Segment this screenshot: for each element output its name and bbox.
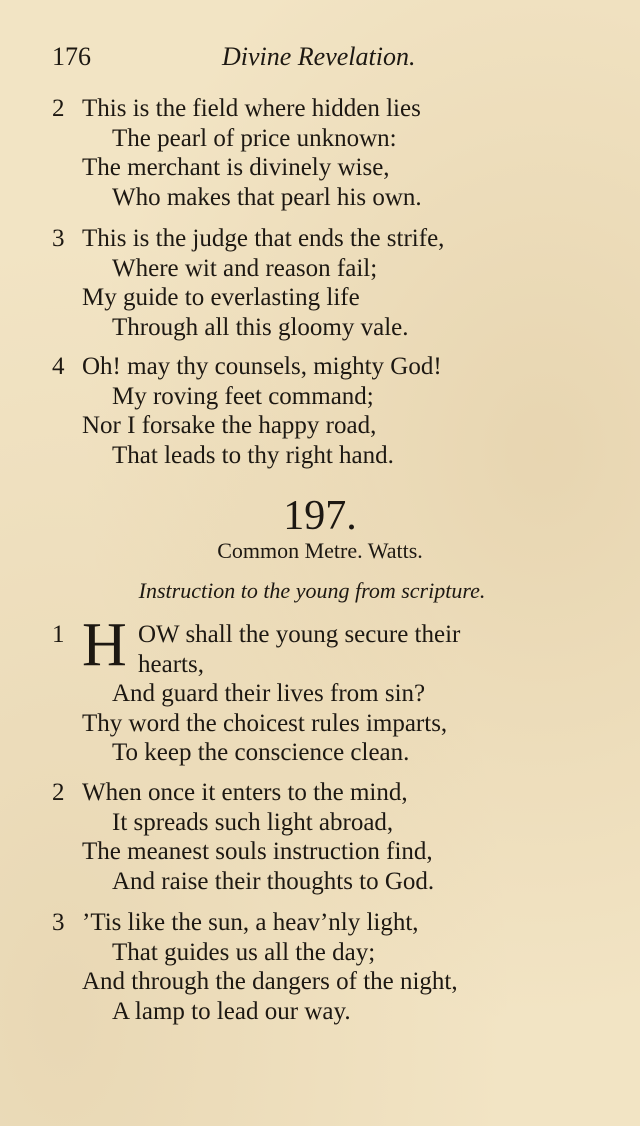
- verse-line: The pearl of price unknown:: [112, 124, 397, 152]
- verse-line: That leads to thy right hand.: [112, 441, 394, 469]
- verse-line: It spreads such light abroad,: [112, 808, 394, 836]
- stanza-number: 3: [52, 909, 65, 936]
- verse-line: Nor I forsake the happy road,: [82, 412, 377, 439]
- hymn-number: 197.: [283, 493, 357, 539]
- page-header: [52, 42, 452, 76]
- verse-line: A lamp to lead our way.: [112, 997, 351, 1025]
- verse-line: When once it enters to the mind,: [82, 779, 408, 806]
- verse-line: This is the field where hidden lies: [82, 95, 421, 122]
- stanza-number: 2: [52, 95, 65, 122]
- verse-line: This is the judge that ends the strife,: [82, 225, 445, 252]
- page-number: 176: [52, 42, 91, 71]
- drop-cap: H: [82, 611, 127, 679]
- stanza-number: 3: [52, 225, 65, 252]
- hymn-metre-author: Common Metre. Watts.: [217, 538, 423, 563]
- verse-line: Through all this gloomy vale.: [112, 313, 409, 341]
- verse-line: Where wit and reason fail;: [112, 254, 378, 282]
- verse-line: My guide to everlasting life: [82, 284, 360, 311]
- verse-line: The meanest souls instruction find,: [82, 838, 433, 865]
- verse-line: The merchant is divinely wise,: [82, 154, 390, 181]
- stanza-number: 2: [52, 779, 65, 806]
- verse-line: ’Tis like the sun, a heav’nly light,: [82, 909, 419, 936]
- verse-line: And through the dangers of the night,: [82, 968, 458, 995]
- stanza-number: 1: [52, 621, 65, 648]
- verse-line: To keep the conscience clean.: [112, 739, 410, 766]
- stanza-number: 4: [52, 353, 65, 380]
- verse-line: Who makes that pearl his own.: [112, 183, 422, 211]
- verse-line: Oh! may thy counsels, mighty God!: [82, 353, 442, 380]
- verse-line: OW shall the young secure their: [138, 621, 461, 648]
- verse-line: And raise their thoughts to God.: [112, 867, 435, 895]
- running-title: Divine Revelation.: [222, 42, 416, 71]
- verse-line: And guard their lives from sin?: [112, 680, 426, 707]
- verse-line: Thy word the choicest rules imparts,: [82, 709, 448, 737]
- verse-line: That guides us all the day;: [112, 938, 376, 966]
- verse-line: hearts,: [138, 650, 204, 678]
- verse-line: My roving feet command;: [112, 382, 374, 410]
- hymn-subtitle: Instruction to the young from scripture.: [138, 578, 486, 603]
